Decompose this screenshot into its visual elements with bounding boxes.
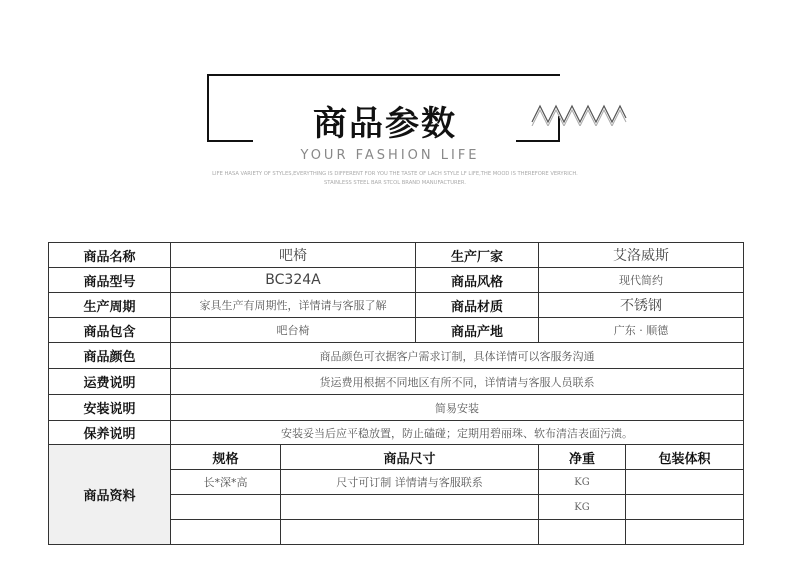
spec-cell [281, 520, 539, 545]
param-value: 艾洛威斯 [539, 243, 744, 268]
param-value: 不锈钢 [539, 293, 744, 318]
param-label: 保养说明 [49, 421, 171, 445]
spec-cell [626, 520, 744, 545]
param-value: 吧椅 [171, 243, 416, 268]
spec-cell [281, 495, 539, 520]
table-row [49, 343, 744, 369]
spec-cell [171, 520, 281, 545]
param-label: 安装说明 [49, 395, 171, 421]
table-row [49, 395, 744, 421]
param-value: 现代简约 [539, 268, 744, 293]
param-value: 广东 · 顺德 [539, 318, 744, 343]
param-label: 商品名称 [49, 243, 171, 268]
param-label: 商品包含 [49, 318, 171, 343]
param-label: 生产周期 [49, 293, 171, 318]
param-value: BC324A [171, 268, 416, 293]
table-row [49, 243, 744, 268]
table-row [49, 318, 744, 343]
spec-header-size: 规格 [171, 445, 281, 470]
param-value: 商品颜色可衣据客户需求订制，具体详情可以客服务沟通 [171, 343, 744, 369]
spec-cell [626, 495, 744, 520]
spec-cell [171, 495, 281, 520]
spec-cell: KG [539, 495, 626, 520]
param-label: 商品型号 [49, 268, 171, 293]
table-row [49, 369, 744, 395]
param-value: 货运费用根据不同地区有所不同，详情请与客服人员联系 [171, 369, 744, 395]
param-value: 安装妥当后应平稳放置，防止磕碰；定期用碧丽珠、软布清洁表面污渍。 [171, 421, 744, 445]
table-row [49, 268, 744, 293]
params-table [48, 242, 744, 545]
param-value: 吧台椅 [171, 318, 416, 343]
spec-cell: 尺寸可订制 详情请与客服联系 [281, 470, 539, 495]
spec-header-volume: 包装体积 [626, 445, 744, 470]
spec-cell [539, 520, 626, 545]
spec-header-weight: 净重 [539, 445, 626, 470]
tagline-line-2: STAINLESS STEEL BAR STCOL BRAND MANUFACTURER. [324, 180, 466, 186]
param-label: 商品风格 [416, 268, 539, 293]
zigzag-decoration-icon [530, 100, 628, 126]
param-label: 运费说明 [49, 369, 171, 395]
page-subtitle: YOUR FASHION LIFE [300, 148, 480, 163]
tagline [130, 170, 660, 188]
table-row [49, 445, 744, 470]
param-value: 家具生产有周期性，详情请与客服了解 [171, 293, 416, 318]
param-label: 生产厂家 [416, 243, 539, 268]
tagline-line-1: LIFE HASA VARIETY OF STYLES,EVERYTHING IS DIFFERENT FOR YOU THE TASTE OF LACH STYLE LF LIFE,THE MOOD IS THEREFORE VERYRICH. [212, 171, 578, 177]
spec-label: 商品资料 [49, 445, 171, 545]
param-value: 简易安装 [171, 395, 744, 421]
table-row [49, 293, 744, 318]
spec-cell [626, 470, 744, 495]
param-label: 商品材质 [416, 293, 539, 318]
spec-cell: 长*深*高 [171, 470, 281, 495]
param-label: 商品产地 [416, 318, 539, 343]
spec-header-dimensions: 商品尺寸 [281, 445, 539, 470]
page-title: 商品参数 [313, 104, 457, 144]
table-row [49, 421, 744, 445]
spec-cell: KG [539, 470, 626, 495]
param-label: 商品颜色 [49, 343, 171, 369]
